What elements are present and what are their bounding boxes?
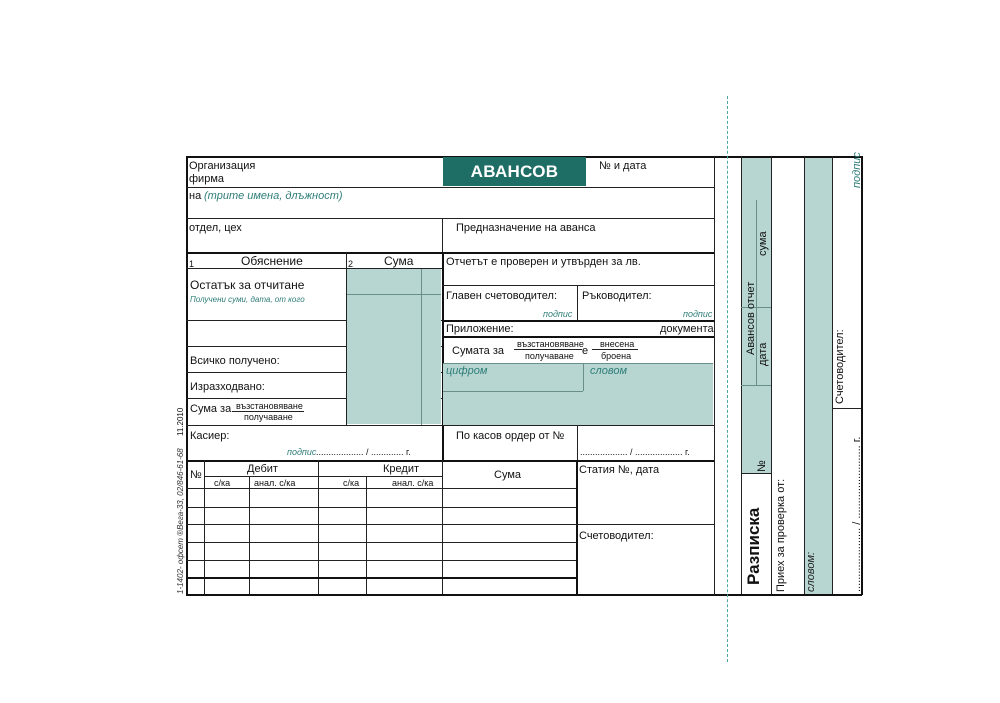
col1-number: 1 [189,259,195,269]
credit-header: Кредит [383,463,420,475]
advance-report-label: Авансов отчет [745,281,757,355]
print-date: 11.2010 [176,407,185,436]
receipt-sum-label: сума [757,231,769,256]
debit-header: Дебит [247,463,278,475]
total-received-label: Всичко получено: [190,355,280,367]
credit-sub-account: с/ка [343,478,360,488]
received-hint: Получени суми, дата, от кого [190,295,305,304]
organization-label: Организация [189,160,256,172]
spent-label: Изразходвано: [190,381,265,393]
deposited-option: внесена [600,339,635,349]
debit-sub-account: с/ка [214,478,231,488]
print-code: 1-1402- офсет ®Вега-33, 02/846-61-68 [176,448,185,594]
receipt-signature-hint: подпис [851,152,863,188]
cashier-date-line: ................... / ............. г. [316,447,411,457]
restore-option: възстановяване [517,339,584,349]
restore-label: възстановяване [236,401,303,411]
credit-anal-account: анал. с/ка [392,478,434,488]
manager-label: Ръководител: [582,290,652,302]
digits-label: цифром [446,365,488,377]
is-letter: е [582,345,589,357]
documents-label: документа [660,323,714,335]
receive-option: получаване [525,351,574,361]
accepted-label: Приех за проверка от: [775,478,787,592]
col2-number: 2 [348,259,354,269]
to-label: на [189,190,202,202]
number-date-label: № и дата [599,160,647,172]
cashier-label: Касиер: [190,430,230,442]
accountant-label: Счетоводител: [579,530,654,542]
cash-order-date-line: ................... / ................... г. [580,447,690,457]
words-label: словом [590,365,627,377]
receive-label: получаване [244,412,293,422]
receipt-number: № [756,460,768,472]
receipt-date-line: ..................... / ........................ г. [851,436,863,592]
row-number-header: № [190,469,202,481]
receipt-title: Разписка [744,507,763,585]
verified-label: Отчетът е проверен и утвърден за лв. [446,256,641,268]
form-title: АВАНСОВ ОТЧЕТ [443,157,586,186]
chief-signature-hint: подпис [543,309,573,319]
department-label: отдел, цех [189,222,242,234]
sum-for-label: Сума за [190,403,232,415]
to-hint: (трите имена, длъжност) [204,190,343,202]
item-date-label: Статия №, дата [579,464,660,476]
purpose-label: Предназначение на аванса [456,222,596,234]
amount-for-label: Сумата за [452,345,505,357]
firm-label: фирма [189,173,224,185]
receipt-accountant-label: Счетоводител: [834,329,846,404]
explanation-header: Обяснение [241,254,303,268]
cut-line [727,96,728,662]
bottom-sum-header: Сума [494,469,522,481]
cashier-signature-hint: подпис [287,447,317,457]
in-words-label: словом: [805,551,817,592]
remainder-label: Остатък за отчитане [190,278,305,292]
paid-option: броена [601,351,632,361]
receipt-date-label: дата [757,342,769,366]
attachment-label: Приложение: [446,323,514,335]
chief-accountant-label: Главен счетоводител: [446,290,558,302]
manager-signature-hint: подпис [683,309,713,319]
debit-anal-account: анал. с/ка [254,478,296,488]
cash-order-label: По касов ордер от № [456,430,565,442]
sum-header: Сума [384,254,414,268]
